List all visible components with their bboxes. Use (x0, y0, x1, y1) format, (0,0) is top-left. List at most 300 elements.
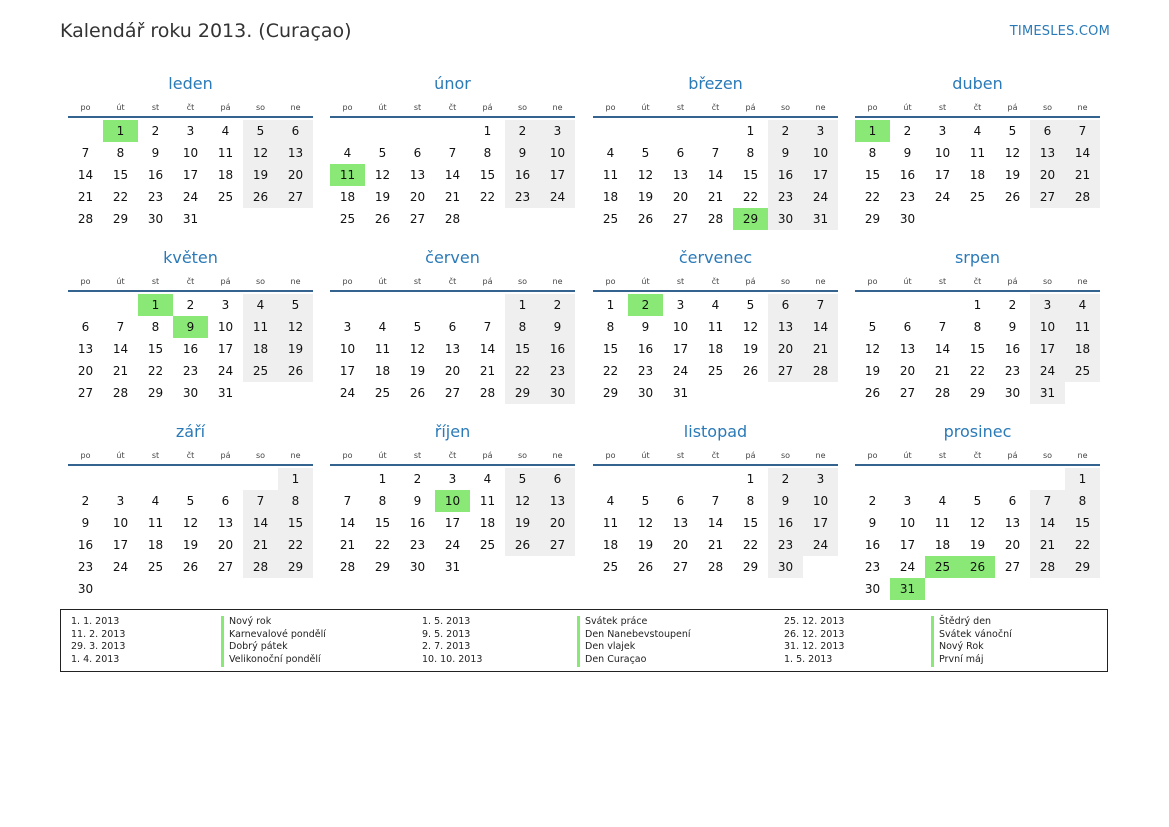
month-červen (330, 246, 575, 404)
week-row (593, 142, 838, 164)
holiday-day-cell: 1 (855, 120, 890, 142)
weekday-header (593, 272, 838, 292)
holiday-day-cell: 11 (330, 164, 365, 186)
day-cell: 11 (707, 320, 724, 334)
month-červenec (593, 246, 838, 404)
day-cell: 19 (409, 364, 426, 378)
day-cell: 3 (540, 120, 575, 142)
day-cell: 6 (413, 146, 422, 160)
day-cell: 30 (182, 386, 199, 400)
empty-day-cell (593, 120, 628, 142)
day-cell: 6 (221, 494, 230, 508)
day-cell: 23 (77, 560, 94, 574)
day-cell: 23 (505, 186, 540, 208)
day-cell: 27 (672, 212, 689, 226)
day-cell: 1 (505, 294, 540, 316)
day-cell: 19 (1004, 168, 1021, 182)
day-cell: 5 (186, 494, 195, 508)
day-cell: 27 (1004, 560, 1021, 574)
empty-day-cell (173, 578, 208, 600)
week-row (855, 360, 1100, 382)
weekday-label: út (378, 450, 387, 460)
weekday-label: po (342, 102, 353, 112)
day-cell: 21 (479, 364, 496, 378)
month-name: únor (434, 74, 471, 93)
legend-date: 25. 12. 2013 (784, 616, 845, 627)
day-cell: 20 (540, 512, 575, 534)
week-row (330, 338, 575, 360)
day-cell: 14 (1065, 142, 1100, 164)
month-name: listopad (683, 422, 748, 441)
day-cell: 16 (147, 168, 164, 182)
weekday-label: út (903, 102, 912, 112)
day-cell: 8 (746, 146, 755, 160)
week-row (68, 382, 313, 404)
legend-date: 2. 7. 2013 (422, 641, 471, 653)
legend-date: 10. 10. 2013 (422, 654, 483, 666)
day-cell: 14 (243, 512, 278, 534)
legend-holiday-name: Štědrý den (939, 616, 992, 627)
empty-day-cell (890, 294, 925, 316)
week-row (330, 120, 575, 142)
day-cell: 8 (973, 320, 982, 334)
weekday-label: so (1042, 450, 1053, 460)
holiday-day-cell: 9 (173, 316, 208, 338)
day-cell: 29 (374, 560, 391, 574)
month-únor (330, 72, 575, 230)
day-cell: 26 (637, 560, 654, 574)
empty-day-cell (995, 578, 1030, 600)
week-row (68, 164, 313, 186)
empty-day-cell (173, 468, 208, 490)
day-cell: 16 (540, 338, 575, 360)
empty-day-cell (330, 294, 365, 316)
day-cell: 5 (378, 146, 387, 160)
day-cell: 11 (147, 516, 164, 530)
month-name: červen (425, 248, 480, 267)
empty-day-cell (330, 468, 365, 490)
week-row (593, 294, 838, 316)
day-cell: 2 (1008, 298, 1017, 312)
day-cell: 5 (641, 494, 650, 508)
day-cell: 13 (77, 342, 94, 356)
week-row (855, 512, 1100, 534)
day-cell: 28 (934, 386, 951, 400)
week-row (330, 556, 575, 578)
day-cell: 14 (112, 342, 129, 356)
week-row (593, 534, 838, 556)
day-cell: 12 (278, 316, 313, 338)
week-row (855, 338, 1100, 360)
day-cell: 30 (899, 212, 916, 226)
day-cell: 26 (637, 212, 654, 226)
day-cell: 26 (278, 360, 313, 382)
day-cell: 27 (444, 386, 461, 400)
day-cell: 24 (182, 190, 199, 204)
day-cell: 16 (1004, 342, 1021, 356)
day-cell: 14 (707, 516, 724, 530)
day-cell: 30 (540, 382, 575, 404)
day-cell: 29 (505, 382, 540, 404)
day-cell: 8 (151, 320, 160, 334)
holiday-legend (60, 609, 1108, 672)
weekday-label: so (1042, 102, 1053, 112)
day-cell: 18 (707, 342, 724, 356)
week-row (855, 142, 1100, 164)
day-cell: 29 (969, 386, 986, 400)
site-link[interactable]: TIMESLES.COM (1009, 24, 1110, 39)
legend-holiday-name: Nový Rok (939, 641, 984, 653)
legend-date: 31. 12. 2013 (784, 641, 845, 653)
day-cell: 13 (444, 342, 461, 356)
day-cell: 23 (768, 534, 803, 556)
month-name: květen (163, 248, 218, 267)
weekday-label: čt (186, 102, 195, 112)
day-cell: 17 (672, 342, 689, 356)
day-cell: 26 (742, 364, 759, 378)
empty-day-cell (663, 120, 698, 142)
day-cell: 11 (602, 168, 619, 182)
day-cell: 18 (602, 190, 619, 204)
day-cell: 16 (768, 512, 803, 534)
day-cell: 9 (868, 516, 877, 530)
day-cell: 7 (81, 146, 90, 160)
day-cell: 13 (278, 142, 313, 164)
day-cell: 15 (112, 168, 129, 182)
week-row (855, 208, 1100, 230)
day-cell: 23 (864, 560, 881, 574)
day-cell: 22 (112, 190, 129, 204)
weekday-label: út (378, 102, 387, 112)
empty-day-cell (365, 294, 400, 316)
day-cell: 5 (641, 146, 650, 160)
week-row (330, 316, 575, 338)
day-cell: 10 (803, 142, 838, 164)
weekday-label: so (517, 276, 528, 286)
day-cell: 16 (77, 538, 94, 552)
weekday-label: ne (815, 450, 826, 460)
day-cell: 18 (969, 168, 986, 182)
day-cell: 4 (938, 494, 947, 508)
day-cell: 17 (182, 168, 199, 182)
week-row (330, 164, 575, 186)
weekday-label: po (80, 102, 91, 112)
weekday-label: út (116, 102, 125, 112)
month-září (68, 420, 313, 600)
legend-date-column (784, 616, 844, 667)
day-cell: 21 (707, 538, 724, 552)
week-row (855, 490, 1100, 512)
day-cell: 27 (217, 560, 234, 574)
empty-day-cell (1030, 468, 1065, 490)
holiday-day-cell: 31 (890, 578, 925, 600)
day-cell: 14 (444, 168, 461, 182)
day-cell: 12 (505, 490, 540, 512)
empty-day-cell (278, 208, 313, 230)
day-cell: 18 (243, 338, 278, 360)
weekday-label: ne (1077, 102, 1088, 112)
empty-day-cell (208, 208, 243, 230)
day-cell: 11 (217, 146, 234, 160)
day-cell: 26 (864, 386, 881, 400)
day-cell: 20 (77, 364, 94, 378)
day-cell: 10 (112, 516, 129, 530)
week-row (68, 294, 313, 316)
day-cell: 22 (505, 360, 540, 382)
day-cell: 20 (1004, 538, 1021, 552)
day-cell: 3 (938, 124, 947, 138)
week-row (330, 382, 575, 404)
week-row (68, 338, 313, 360)
weekday-header (330, 98, 575, 118)
legend-date: 1. 1. 2013 (71, 616, 120, 627)
weekday-label: po (605, 102, 616, 112)
week-row (68, 142, 313, 164)
legend-date: 11. 2. 2013 (71, 628, 126, 640)
weekday-label: st (151, 102, 160, 112)
week-row (855, 294, 1100, 316)
week-row (855, 120, 1100, 142)
day-cell: 28 (479, 386, 496, 400)
empty-day-cell (68, 294, 103, 316)
legend-date: 1. 5. 2013 (422, 616, 471, 627)
weekday-label: st (938, 276, 947, 286)
day-cell: 15 (602, 342, 619, 356)
day-cell: 6 (448, 320, 457, 334)
empty-day-cell (435, 120, 470, 142)
legend-holiday-name: Den vlajek (585, 641, 636, 653)
weekday-label: po (342, 450, 353, 460)
day-cell: 23 (899, 190, 916, 204)
day-cell: 18 (374, 364, 391, 378)
day-cell: 4 (378, 320, 387, 334)
day-cell: 5 (243, 120, 278, 142)
day-cell: 16 (899, 168, 916, 182)
weekday-label: so (517, 102, 528, 112)
day-cell: 12 (637, 168, 654, 182)
day-cell: 11 (1065, 316, 1100, 338)
day-cell: 20 (444, 364, 461, 378)
day-cell: 27 (768, 360, 803, 382)
day-cell: 21 (112, 364, 129, 378)
legend-holiday-name: Svátek vánoční (939, 628, 1012, 640)
day-cell: 15 (742, 516, 759, 530)
day-cell: 7 (483, 320, 492, 334)
day-cell: 15 (374, 516, 391, 530)
day-cell: 4 (243, 294, 278, 316)
empty-day-cell (960, 578, 995, 600)
day-cell: 14 (339, 516, 356, 530)
empty-day-cell (925, 294, 960, 316)
empty-day-cell (330, 120, 365, 142)
day-cell: 25 (707, 364, 724, 378)
weekday-label: so (780, 276, 791, 286)
day-cell: 29 (278, 556, 313, 578)
weekday-label: st (151, 450, 160, 460)
day-cell: 7 (711, 494, 720, 508)
holiday-day-cell: 10 (435, 490, 470, 512)
legend-date: 1. 4. 2013 (71, 654, 120, 666)
day-cell: 15 (278, 512, 313, 534)
day-cell: 29 (1065, 556, 1100, 578)
day-cell: 1 (606, 298, 615, 312)
week-row (855, 468, 1100, 490)
weekday-label: po (867, 276, 878, 286)
weekday-label: st (938, 102, 947, 112)
legend-holiday-name: Velikonoční pondělí (229, 654, 321, 666)
day-cell: 18 (602, 538, 619, 552)
day-cell: 25 (374, 386, 391, 400)
day-cell: 2 (768, 120, 803, 142)
empty-day-cell (995, 208, 1030, 230)
weekday-label: so (780, 102, 791, 112)
day-cell: 7 (243, 490, 278, 512)
day-cell: 21 (803, 338, 838, 360)
weekday-label: po (342, 276, 353, 286)
week-row (68, 208, 313, 230)
day-cell: 3 (803, 468, 838, 490)
day-cell: 14 (1030, 512, 1065, 534)
day-cell: 12 (374, 168, 391, 182)
week-row (855, 382, 1100, 404)
day-cell: 28 (707, 560, 724, 574)
day-cell: 7 (938, 320, 947, 334)
month-name: leden (168, 74, 213, 93)
day-cell: 22 (969, 364, 986, 378)
day-cell: 19 (969, 538, 986, 552)
day-cell: 20 (278, 164, 313, 186)
weekday-label: st (938, 450, 947, 460)
day-cell: 17 (803, 512, 838, 534)
legend-holiday-name: První máj (939, 654, 984, 666)
day-cell: 18 (479, 516, 496, 530)
month-duben (855, 72, 1100, 230)
empty-day-cell (960, 208, 995, 230)
day-cell: 8 (116, 146, 125, 160)
day-cell: 5 (413, 320, 422, 334)
day-cell: 30 (637, 386, 654, 400)
weekday-label: po (605, 450, 616, 460)
day-cell: 22 (742, 538, 759, 552)
day-cell: 10 (339, 342, 356, 356)
day-cell: 23 (540, 360, 575, 382)
week-row (330, 468, 575, 490)
empty-day-cell (698, 382, 733, 404)
day-cell: 2 (868, 494, 877, 508)
day-cell: 8 (278, 490, 313, 512)
week-row (593, 208, 838, 230)
month-listopad (593, 420, 838, 578)
day-cell: 16 (768, 164, 803, 186)
day-cell: 30 (77, 582, 94, 596)
day-cell: 1 (1065, 468, 1100, 490)
empty-day-cell (925, 208, 960, 230)
weekday-label: po (80, 276, 91, 286)
day-cell: 8 (378, 494, 387, 508)
empty-day-cell (400, 120, 435, 142)
empty-day-cell (243, 578, 278, 600)
day-cell: 25 (969, 190, 986, 204)
day-cell: 3 (676, 298, 685, 312)
empty-day-cell (400, 294, 435, 316)
weekday-header (330, 446, 575, 466)
day-cell: 1 (378, 472, 387, 486)
day-cell: 25 (217, 190, 234, 204)
week-row (330, 512, 575, 534)
day-cell: 4 (973, 124, 982, 138)
empty-day-cell (540, 556, 575, 578)
month-prosinec (855, 420, 1100, 600)
day-cell: 16 (182, 342, 199, 356)
day-cell: 2 (151, 124, 160, 138)
day-cell: 5 (746, 298, 755, 312)
legend-holiday-name: Dobrý pátek (229, 641, 288, 653)
day-cell: 30 (768, 556, 803, 578)
weekday-label: pá (1007, 102, 1018, 112)
week-row (593, 316, 838, 338)
weekday-header (68, 98, 313, 118)
day-cell: 26 (374, 212, 391, 226)
day-cell: 17 (540, 164, 575, 186)
weekday-label: út (641, 276, 650, 286)
day-cell: 27 (540, 534, 575, 556)
holiday-day-cell: 25 (925, 556, 960, 578)
day-cell: 2 (540, 294, 575, 316)
empty-day-cell (628, 468, 663, 490)
day-cell: 7 (1030, 490, 1065, 512)
day-cell: 22 (742, 190, 759, 204)
day-cell: 27 (672, 560, 689, 574)
weekday-label: st (413, 276, 422, 286)
day-cell: 10 (217, 320, 234, 334)
day-cell: 13 (768, 316, 803, 338)
day-cell: 26 (182, 560, 199, 574)
day-cell: 20 (768, 338, 803, 360)
weekday-label: ne (815, 276, 826, 286)
day-cell: 12 (637, 516, 654, 530)
day-cell: 19 (374, 190, 391, 204)
weekday-label: po (867, 450, 878, 460)
day-cell: 6 (676, 494, 685, 508)
weekday-label: út (641, 450, 650, 460)
day-cell: 31 (803, 208, 838, 230)
day-cell: 5 (278, 294, 313, 316)
weekday-label: čt (711, 276, 720, 286)
day-cell: 7 (343, 494, 352, 508)
empty-day-cell (278, 382, 313, 404)
day-cell: 4 (711, 298, 720, 312)
weekday-label: čt (973, 276, 982, 286)
day-cell: 25 (479, 538, 496, 552)
weekday-header (855, 98, 1100, 118)
day-cell: 12 (742, 320, 759, 334)
day-cell: 21 (1065, 164, 1100, 186)
day-cell: 25 (602, 212, 619, 226)
day-cell: 2 (768, 468, 803, 490)
day-cell: 9 (1008, 320, 1017, 334)
weekday-label: čt (448, 102, 457, 112)
day-cell: 27 (77, 386, 94, 400)
day-cell: 12 (182, 516, 199, 530)
day-cell: 9 (768, 490, 803, 512)
week-row (855, 186, 1100, 208)
day-cell: 18 (1065, 338, 1100, 360)
day-cell: 6 (1008, 494, 1017, 508)
day-cell: 9 (540, 316, 575, 338)
weekday-label: so (517, 450, 528, 460)
day-cell: 22 (278, 534, 313, 556)
day-cell: 15 (742, 168, 759, 182)
